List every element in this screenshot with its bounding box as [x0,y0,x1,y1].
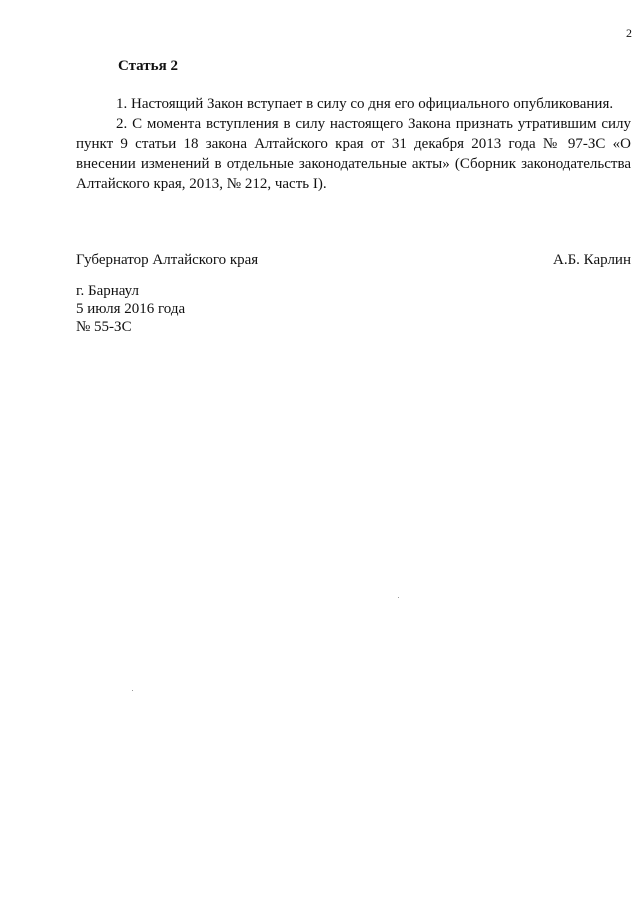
article-title: Статья 2 [118,58,178,74]
paragraph-1: 1. Настоящий Закон вступает в силу со дня его официального опубликования. [116,96,614,112]
signature-block [76,252,631,269]
page-number: 2 [626,26,632,40]
place-date-block [76,282,185,336]
scan-speck [132,690,133,691]
city: г. Барнаул [76,283,139,299]
signatory-name: А.Б. Карлин [552,252,631,268]
law-date: 5 июля 2016 года [76,301,186,317]
paragraph-2: 2. С момента вступления в силу настоящего Закона признать утратившим силу пункт 9 статьи 18 закона Алтайского края от 31 декабря 2013 года № 97-ЗС «О внесении изменений в отдельные законодательные акты» (Сборник законодательства Алтайского края, 2013, № 212, часть I). [76,116,631,192]
law-number: № 55-ЗС [76,319,132,335]
scan-speck [398,597,399,598]
signatory-position: Губернатор Алтайского края [76,252,259,268]
article-body [76,94,631,194]
